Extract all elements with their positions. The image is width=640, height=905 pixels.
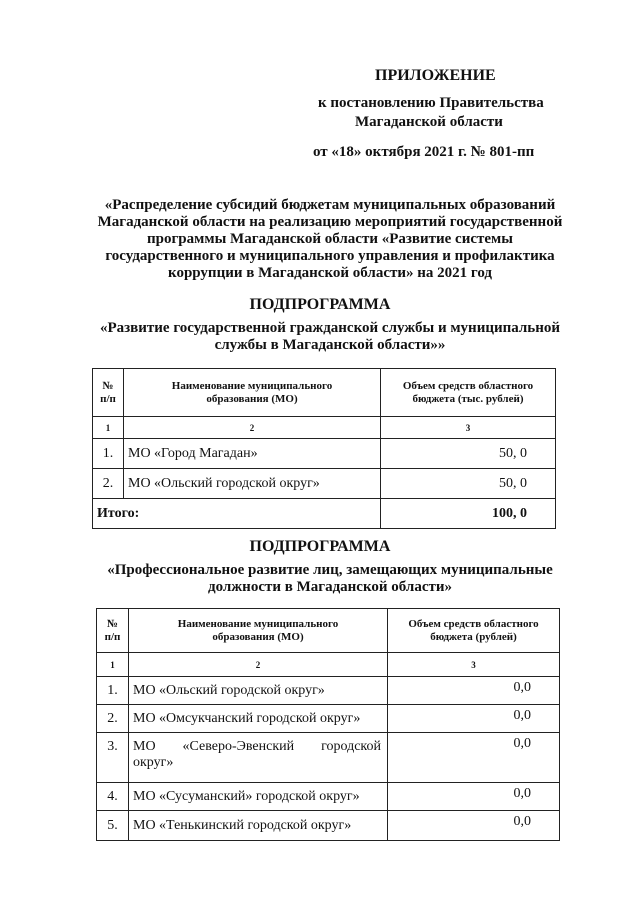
row-num: 1.	[97, 677, 129, 705]
appendix-heading: ПРИЛОЖЕНИЕ	[375, 67, 496, 84]
row-value: 0,0	[388, 783, 560, 811]
index-cell: 2	[124, 417, 381, 439]
row-value: 0,0	[388, 733, 560, 783]
row-value: 0,0	[388, 677, 560, 705]
subprogram-title	[70, 562, 590, 596]
region-line: Магаданской области	[355, 114, 503, 130]
title-line: Магаданской области на реализацию мероприятий государственной	[97, 214, 563, 230]
row-name: МО «Город Магадан»	[124, 439, 381, 469]
row-value: 0,0	[388, 705, 560, 733]
index-cell: 3	[381, 417, 556, 439]
table-row	[97, 811, 560, 841]
index-row	[93, 417, 556, 439]
col-header-value: Объем средств областного бюджета (рублей)	[388, 609, 560, 653]
row-name: МО «Тенькинский городской округ»	[129, 811, 388, 841]
table-row	[97, 705, 560, 733]
col-header-num: № п/п	[93, 369, 124, 417]
resolution-line: к постановлению Правительства	[318, 95, 544, 111]
subprogram-heading: ПОДПРОГРАММА	[249, 538, 391, 555]
row-name: МО «Омсукчанский городской округ»	[129, 705, 388, 733]
row-name-line: МО «Северо-Эвенский городской	[133, 739, 381, 754]
row-name: МО «Сусуманский» городской округ»	[129, 783, 388, 811]
title-line: «Распределение субсидий бюджетам муниципальных образований	[104, 197, 556, 213]
col-header-value: Объем средств областного бюджета (тыс. рублей)	[381, 369, 556, 417]
title-line: государственного и муниципального управления и профилактика	[105, 248, 555, 264]
row-value: 0,0	[388, 811, 560, 841]
row-value: 50, 0	[381, 469, 556, 499]
total-row	[93, 499, 556, 529]
index-row	[97, 653, 560, 677]
row-value: 50, 0	[381, 439, 556, 469]
total-label: Итого:	[93, 499, 381, 529]
index-cell: 3	[388, 653, 560, 677]
row-num: 2.	[93, 469, 124, 499]
row-name: МО «Ольский городской округ»	[129, 677, 388, 705]
table-row	[97, 783, 560, 811]
table-row	[97, 677, 560, 705]
title-line: программы Магаданской области «Развитие системы	[147, 231, 513, 247]
row-num: 5.	[97, 811, 129, 841]
row-num: 1.	[93, 439, 124, 469]
index-cell: 1	[97, 653, 129, 677]
title-line: коррупции в Магаданской области» на 2021 год	[168, 265, 492, 281]
table-row	[93, 469, 556, 499]
subsidy-table-1	[92, 368, 556, 529]
row-name: МО «Ольский городской округ»	[124, 469, 381, 499]
row-num: 4.	[97, 783, 129, 811]
row-num: 2.	[97, 705, 129, 733]
col-header-name: Наименование муниципального образования (МО)	[124, 369, 381, 417]
subprogram-title-line: «Развитие государственной гражданской службы и муниципальной	[99, 320, 561, 336]
index-cell: 2	[129, 653, 388, 677]
row-name-continuation: округ»	[133, 755, 174, 770]
total-value: 100, 0	[381, 499, 556, 529]
col-header-num: № п/п	[97, 609, 129, 653]
subprogram-title-line: должности в Магаданской области»	[208, 579, 452, 595]
table-row	[93, 439, 556, 469]
index-cell: 1	[93, 417, 124, 439]
row-name	[129, 733, 388, 783]
resolution-date: от «18» октября 2021 г. № 801-пп	[313, 144, 535, 160]
subprogram-title-line: службы в Магаданской области»»	[214, 337, 446, 353]
document-title	[80, 197, 580, 282]
subprogram-title	[70, 320, 590, 354]
row-num: 3.	[97, 733, 129, 783]
subsidy-table-2	[96, 608, 560, 841]
subprogram-title-line: «Профессиональное развитие лиц, замещающих муниципальные	[107, 562, 553, 578]
col-header-name: Наименование муниципального образования (МО)	[129, 609, 388, 653]
table-row	[97, 733, 560, 783]
subprogram-heading: ПОДПРОГРАММА	[249, 296, 391, 313]
